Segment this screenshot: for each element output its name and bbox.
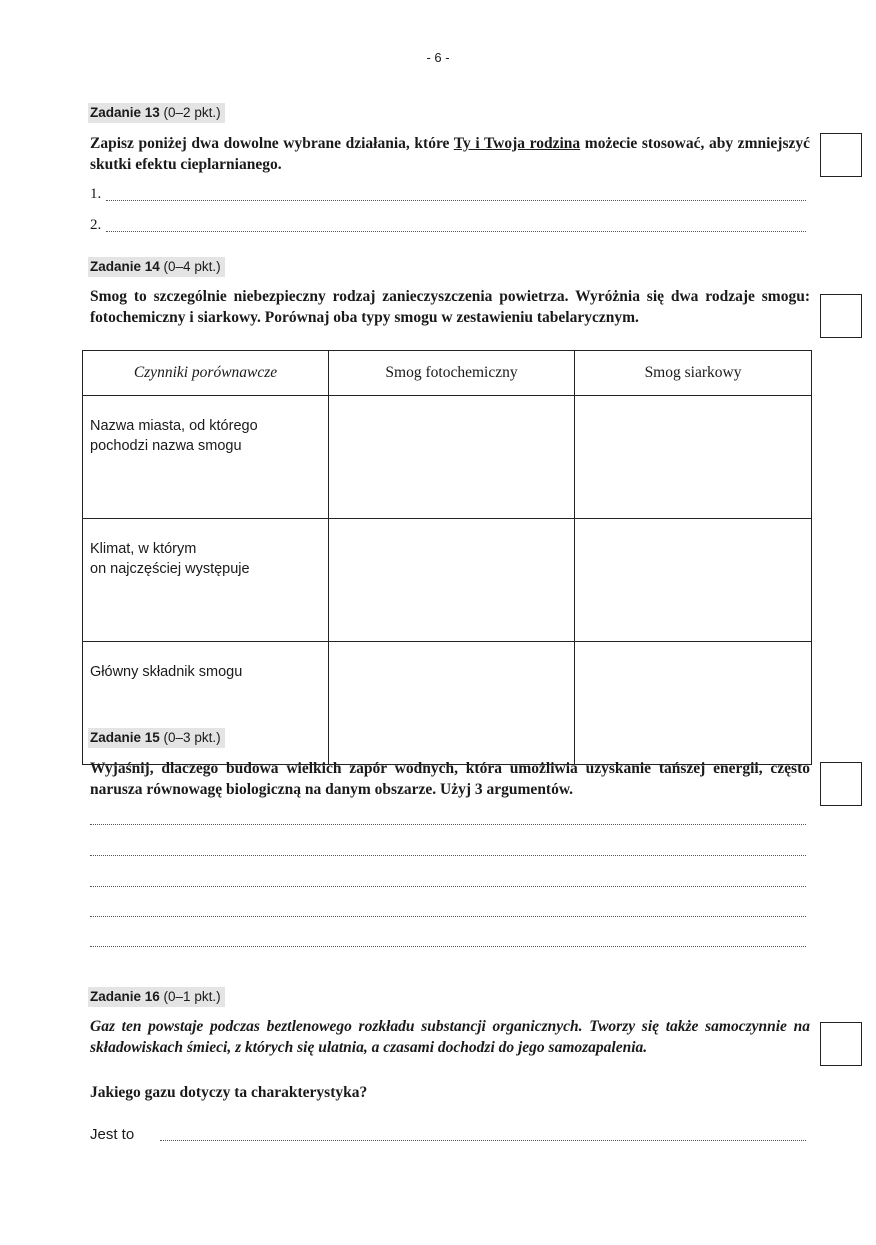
task-13-points: (0–2 pkt.) bbox=[163, 105, 221, 120]
task-16-score-box[interactable] bbox=[820, 1022, 862, 1066]
row-label-line: Nazwa miasta, od którego bbox=[90, 418, 258, 434]
task-14-score-box[interactable] bbox=[820, 294, 862, 338]
table-header-sulfur: Smog siarkowy bbox=[575, 351, 812, 396]
row-label-line: Klimat, w którym bbox=[90, 541, 197, 557]
answer-cell-photochemical-city[interactable] bbox=[329, 396, 575, 519]
task-16-question: Jakiego gazu dotyczy ta charakterystyka? bbox=[90, 1084, 368, 1101]
task-14-header bbox=[88, 257, 225, 277]
table-header-photochemical: Smog fotochemiczny bbox=[329, 351, 575, 396]
task-15-answer-line-2[interactable] bbox=[90, 855, 806, 856]
task-15-points: (0–3 pkt.) bbox=[163, 730, 221, 745]
task-13-question bbox=[90, 133, 810, 175]
table-header-factors: Czynniki porównawcze bbox=[83, 351, 329, 396]
answer-cell-photochemical-climate[interactable] bbox=[329, 519, 575, 642]
task-13-answer-1-label: 1. bbox=[90, 186, 102, 202]
task-13-answer-1-line bbox=[106, 200, 806, 201]
task-16-points: (0–1 pkt.) bbox=[163, 989, 221, 1004]
task-16-title: Zadanie 16 bbox=[90, 989, 160, 1004]
task-14-question: Smog to szczególnie niebezpieczny rodzaj zanieczyszczenia powietrza. Wyróżnia się dwa rodzaje smogu: fotochemiczny i siarkowy. Porównaj oba typy smogu w zestawieniu tabelarycznym. bbox=[90, 288, 810, 326]
answer-cell-photochemical-component[interactable] bbox=[329, 642, 575, 765]
row-label-city bbox=[83, 396, 329, 519]
task-16-description: Gaz ten powstaje podczas beztlenowego rozkładu substancji organicznych. Tworzy się także samoczynnie na składowiskach śmieci, z których się ulatnia, a czasami dochodzi do jego samozapalenia. bbox=[90, 1018, 810, 1056]
task-15-answer-line-4[interactable] bbox=[90, 916, 806, 917]
task-15-title: Zadanie 15 bbox=[90, 730, 160, 745]
task-15-question: Wyjaśnij, dlaczego budowa wielkich zapór wodnych, która umożliwia uzyskanie tańszej energii, często narusza równowagę biologiczną na danym obszarze. Użyj 3 argumentów. bbox=[90, 760, 810, 798]
task-14-title: Zadanie 14 bbox=[90, 259, 160, 274]
task-16-answer-prefix: Jest to bbox=[90, 1126, 135, 1143]
row-label-climate bbox=[83, 519, 329, 642]
task-15-score-box[interactable] bbox=[820, 762, 862, 806]
row-label-line: pochodzi nazwa smogu bbox=[90, 438, 242, 454]
task-13-header bbox=[88, 103, 225, 123]
task-15-header bbox=[88, 728, 225, 748]
task-13-title: Zadanie 13 bbox=[90, 105, 160, 120]
task-14-points: (0–4 pkt.) bbox=[163, 259, 221, 274]
task-15-answer-line-5[interactable] bbox=[90, 946, 806, 947]
answer-cell-sulfur-component[interactable] bbox=[575, 642, 812, 765]
task-16-answer-line bbox=[160, 1140, 806, 1141]
task-13-answer-2-line bbox=[106, 231, 806, 232]
page-number: - 6 - bbox=[426, 50, 450, 65]
task-13-question-post: możecie stosować, aby zmniejszyć skutki efektu cieplarnianego. bbox=[90, 135, 810, 173]
row-label-line: on najczęściej występuje bbox=[90, 561, 250, 577]
task-16-header bbox=[88, 987, 225, 1007]
table-row bbox=[83, 396, 812, 519]
task-13-answer-2-label: 2. bbox=[90, 217, 102, 233]
answer-cell-sulfur-city[interactable] bbox=[575, 396, 812, 519]
task-13-question-underlined: Ty i Twoja rodzina bbox=[453, 135, 581, 152]
answer-cell-sulfur-climate[interactable] bbox=[575, 519, 812, 642]
task-13-question-pre: Zapisz poniżej dwa dowolne wybrane działania, które bbox=[90, 135, 454, 152]
task-13-score-box[interactable] bbox=[820, 133, 862, 177]
table-header-row bbox=[83, 351, 812, 396]
task-15-answer-line-3[interactable] bbox=[90, 886, 806, 887]
smog-comparison-table bbox=[82, 350, 812, 765]
table-row bbox=[83, 519, 812, 642]
row-label-line: Główny składnik smogu bbox=[90, 664, 243, 680]
task-15-answer-line-1[interactable] bbox=[90, 824, 806, 825]
